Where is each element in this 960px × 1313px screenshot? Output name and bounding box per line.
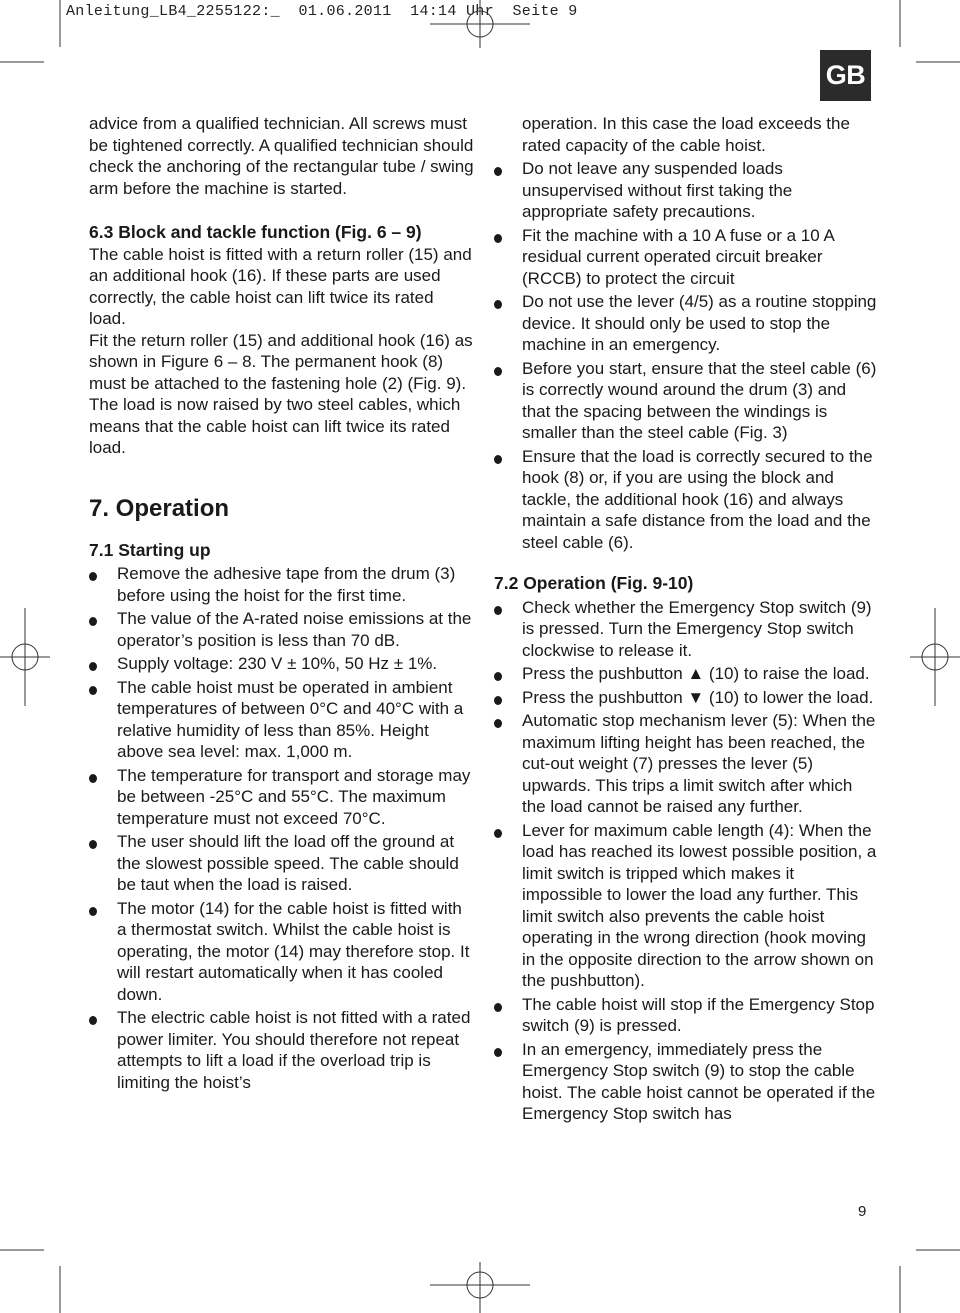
bullet-icon xyxy=(89,662,97,671)
bullet-icon xyxy=(494,234,502,243)
list-item: Before you start, ensure that the steel cable (6) is correctly wound around the drum (3) and that the spacing between the windings is smaller than the steel cable (Fig. 3) xyxy=(494,358,879,444)
bullet-icon xyxy=(494,672,502,681)
bullet-icon xyxy=(494,696,502,705)
section-heading-6-3: 6.3 Block and tackle function (Fig. 6 – 9) xyxy=(89,222,422,242)
list-item: The value of the A-rated noise emissions at the operator’s position is less than 70 dB. xyxy=(89,608,474,651)
right-column xyxy=(494,113,879,1125)
bullet-icon xyxy=(89,617,97,626)
operation-list xyxy=(494,597,879,1125)
left-column xyxy=(89,113,474,1093)
page-number: 9 xyxy=(858,1203,867,1220)
list-item: Lever for maximum cable length (4): When the load has reached its lowest possible position, a limit switch is tripped which makes it impossible to lower the load any further. This limit switch also prevents the cable hoist operating in the wrong direction (hook moving in the opposite direction to the arrow shown on the pushbutton). xyxy=(494,820,879,992)
starting-up-list xyxy=(89,563,474,1093)
bullet-icon xyxy=(494,455,502,464)
bullet-icon xyxy=(89,774,97,783)
list-item: Do not leave any suspended loads unsupervised without first taking the appropriate safety precautions. xyxy=(494,158,879,223)
list-item: Press the pushbutton ▼ (10) to lower the load. xyxy=(494,687,879,709)
bullet-icon xyxy=(89,686,97,695)
continued-paragraph: operation. In this case the load exceeds the rated capacity of the cable hoist. xyxy=(522,114,850,155)
list-item: Check whether the Emergency Stop switch (9) is pressed. Turn the Emergency Stop switch clockwise to release it. xyxy=(494,597,879,662)
list-item: The cable hoist will stop if the Emergency Stop switch (9) is pressed. xyxy=(494,994,879,1037)
list-item: Remove the adhesive tape from the drum (3) before using the hoist for the first time. xyxy=(89,563,474,606)
section-heading-7-1: 7.1 Starting up xyxy=(89,539,211,560)
bullet-icon xyxy=(494,300,502,309)
safety-list xyxy=(494,158,879,553)
bullet-icon xyxy=(494,719,502,728)
paragraph-6-3c: The load is now raised by two steel cables, which means that the cable hoist can lift twice its rated load. xyxy=(89,395,461,457)
list-item: The electric cable hoist is not fitted with a rated power limiter. You should therefore not repeat attempts to lift a load if the overload trip is limiting the hoist’s xyxy=(89,1007,474,1093)
list-item: Supply voltage: 230 V ± 10%, 50 Hz ± 1%. xyxy=(89,653,474,675)
list-item: Ensure that the load is correctly secured to the hook (8) or, if you are using the block and tackle, the additional hook (16) and always maintain a safe distance from the load and the steel cable (6). xyxy=(494,446,879,554)
bullet-icon xyxy=(494,1048,502,1057)
list-item: Do not use the lever (4/5) as a routine stopping device. It should only be used to stop the machine in an emergency. xyxy=(494,291,879,356)
list-item: The cable hoist must be operated in ambient temperatures of between 0°C and 40°C with a relative humidity of less than 85%. Height above sea level: max. 1,000 m. xyxy=(89,677,474,763)
list-item: Automatic stop mechanism lever (5): When the maximum lifting height has been reached, the cut-out weight (7) presses the lever (5) upwards. This trips a limit switch after which the load cannot be raised any further. xyxy=(494,710,879,818)
list-item: In an emergency, immediately press the Emergency Stop switch (9) to stop the cable hoist. The cable hoist cannot be operated if the Emergency Stop switch has xyxy=(494,1039,879,1125)
paragraph-6-3a: The cable hoist is fitted with a return roller (15) and an additional hook (16). If these parts are used correctly, the cable hoist can lift twice its rated load. xyxy=(89,244,472,328)
bullet-icon xyxy=(89,1016,97,1025)
bullet-icon xyxy=(89,907,97,916)
language-badge: GB xyxy=(820,50,871,101)
list-item: The motor (14) for the cable hoist is fitted with a thermostat switch. Whilst the cable hoist is operating, the motor (14) may therefore stop. It will restart automatically when it has cooled down. xyxy=(89,898,474,1006)
section-heading-7-2: 7.2 Operation (Fig. 9-10) xyxy=(494,573,694,593)
list-item: Fit the machine with a 10 A fuse or a 10 A residual current operated circuit breaker (RCCB) to protect the circuit xyxy=(494,225,879,290)
bullet-icon xyxy=(494,167,502,176)
intro-paragraph: advice from a qualified technician. All screws must be tightened correctly. A qualified technician should check the anchoring of the rectangular tube / swing arm before the machine is started. xyxy=(89,114,474,198)
list-item: The user should lift the load off the ground at the slowest possible speed. The cable should be taut when the load is raised. xyxy=(89,831,474,896)
print-slug: Anleitung_LB4_2255122:_ 01.06.2011 14:14 Uhr Seite 9 xyxy=(66,3,578,20)
bullet-icon xyxy=(494,606,502,615)
bullet-icon xyxy=(89,572,97,581)
list-item: The temperature for transport and storage may be between -25°C and 55°C. The maximum temperature must not exceed 70°C. xyxy=(89,765,474,830)
bullet-icon xyxy=(494,367,502,376)
bullet-icon xyxy=(494,1003,502,1012)
paragraph-6-3b: Fit the return roller (15) and additional hook (16) as shown in Figure 6 – 8. The permanent hook (8) must be attached to the fastening hole (2) (Fig. 9). xyxy=(89,330,473,393)
list-item: Press the pushbutton ▲ (10) to raise the load. xyxy=(494,663,879,685)
bullet-icon xyxy=(89,840,97,849)
bullet-icon xyxy=(494,829,502,838)
chapter-heading-operation: 7. Operation xyxy=(89,494,230,522)
